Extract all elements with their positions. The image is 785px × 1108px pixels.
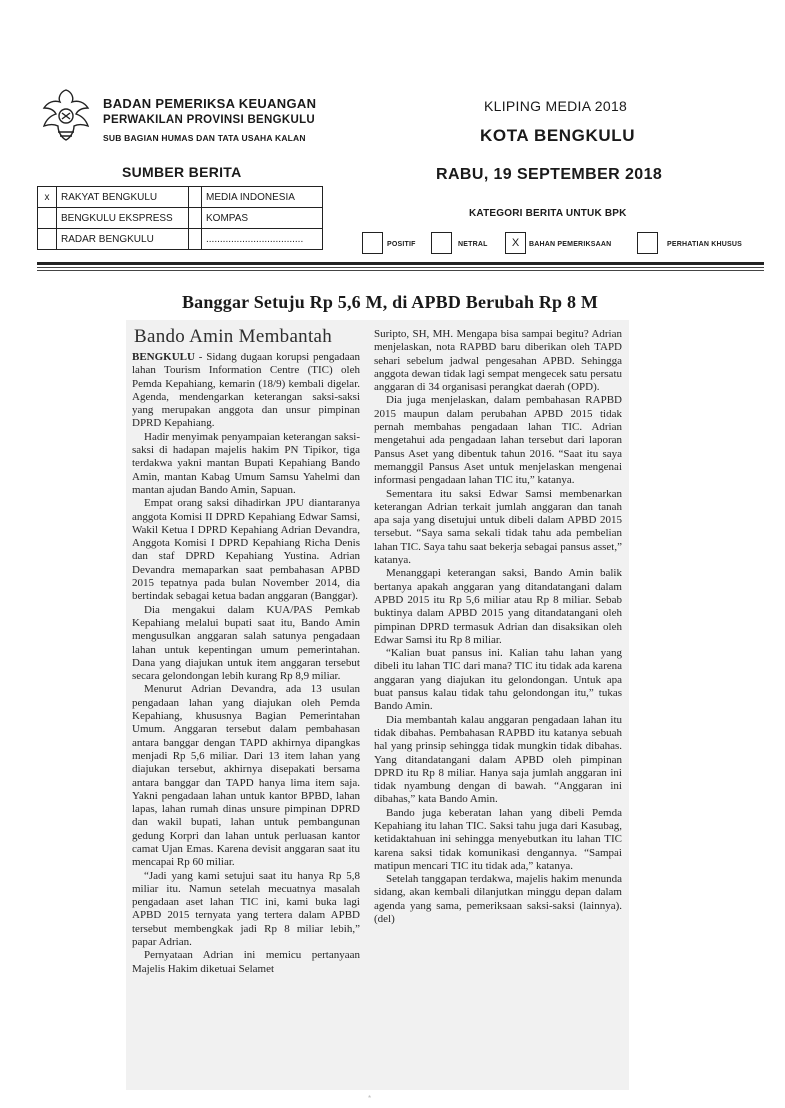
kliping-title: KLIPING MEDIA 2018 [484,98,628,114]
source-mark-empty [189,208,202,229]
org-name-line2: PERWAKILAN PROVINSI BENGKULU [103,114,316,126]
source-mark-empty [189,187,202,208]
article-paragraph: BENGKULU - Sidang dugaan korupsi pengadaan lahan Tourism Information Centre (TIC) oleh Pemda Kepahiang, kemarin (18/9) kembali digelar. Agenda, mendengarkan keterangan saksi-saksi yang merupakan anggota dan unsur pimpinan DPRD Kepahiang. [132,351,360,430]
article-column-1 [132,351,360,976]
article-paragraph: Dia mengakui dalam KUA/PAS Pemkab Kepahiang melalui bupati saat itu, Bando Amin mengusulkan anggaran salah satunya pengadaan lahan untuk kepentingan umum pemerintahan. Dana yang diajukan untuk item anggaran tersebut secara gelondongan lebih kurang Rp 8,9 miliar. [132,603,360,683]
source-label: SUMBER BERITA [122,164,242,180]
category-label-perhatian-khusus: PERHATIAN KHUSUS [667,241,743,248]
category-checkbox-positif[interactable] [362,232,383,254]
source-row [38,208,323,229]
article-paragraph: Setelah tanggapan terdakwa, majelis hakim menunda sidang, akan kembali dilanjutkan minggu depan dalam agenda yang sama, pemeriksaan saksi-saksi (lainnya). (del) [374,873,622,926]
article-paragraph: Suripto, SH, MH. Mengapa bisa sampai begitu? Adrian menjelaskan, nota RAPBD baru diberikan oleh TAPD sehari sebelum jadwal pengesahan APBD. Sehingga anggota dewan tidak lagi sempat mengecek satu persatu anggaran di 34 organisasi perangkat daerah (OPD). [374,328,622,394]
source-mark [38,208,57,229]
article-paragraph: Sementara itu saksi Edwar Samsi membenarkan keterangan Adrian terkait jumlah anggaran dan tanah apa saja yang disetujui untuk dibeli dalam APBD 2015 tersebut. “Saya sama sekali tidak tahu ada pembelian lahan TIC. Saya tahu saat bekerja sebagai pansus asset,” katanya. [374,487,622,567]
org-name-line3: SUB BAGIAN HUMAS DAN TATA USAHA KALAN [103,133,306,143]
category-checkbox-perhatian-khusus[interactable] [637,232,658,254]
source-mark-empty [189,229,202,250]
article-paragraph: Hadir menyimak penyampaian keterangan saksi-saksi di hadapan majelis hakim PN Tipikor, tiga terdakwa yakni mantan Bupati Kepahiang Bando Amin, mantan Kabag Umum Samsu Yahelmi dan mantan ajudan Bando Amin, Sapuan. [132,430,360,496]
source-name: KOMPAS [202,208,323,229]
article-paragraph: “Jadi yang kami setujui saat itu hanya Rp 5,8 miliar itu. Namun setelah mecuatnya masalah pengadaan aset lahan TIC ini, kami buka lagi APBD 2015 ternyata yang tertera dalam APBD tersebut membengkak jadi Rp 8 miliar lebih,” papar Adrian. [132,869,360,949]
source-row [38,229,323,250]
source-row [38,187,323,208]
source-name: BENGKULU EKSPRESS [57,208,189,229]
category-label-positif: POSITIF [387,241,416,248]
article-paragraph: Empat orang saksi dihadirkan JPU diantaranya anggota Komisi II DPRD Kepahiang Edwar Samsi, Wakil Ketua I DPRD Kepahiang Adrian Devandra, Anggota Komisi I DPRD Kepahiang Richa Denis dan staf DPRD Kepahiang Yustina. Adrian Devandra memaparkan saat pembahasan APBD 2015 tepatnya pada bulan November 2014, dia bertindak sebagai ketua badan anggaran (Banggar). [132,497,360,603]
article-subheadline: Bando Amin Membantah [134,326,333,347]
source-table [37,186,323,250]
header-divider [37,262,764,265]
footer-mark: * [368,1094,372,1103]
header-divider-thin [37,267,764,268]
article-paragraph: Menurut Adrian Devandra, ada 13 usulan pengadaan lahan yang diajukan oleh Pemda Kepahiang, khususnya Bagian Pemerintahan Umum. Anggaran tersebut dalam pembahasan antara banggar dengan TAPD akhirnya dipangkas menjadi Rp 5,6 miliar. Dari 13 item lahan yang diajukan tersebut, akhirnya disepakati bersama antara banggar dan TAPD hanya lima item saja. Yakni pengadaan lahan untuk kantor BPBD, lahan lapas, lahan rumah dinas unsure pimpinan DPRD dan wakil bupati, lahan untuk pembangunan gedung Korpri dan lahan untuk perluasan kantor camat Ujan Emas. Karena devisit anggaran saat itu mencapai Rp 60 miliar. [132,683,360,869]
article-headline: Banggar Setuju Rp 5,6 M, di APBD Berubah Rp 8 M [181,292,599,312]
source-mark [38,229,57,250]
article-column-2 [374,328,622,926]
source-name: RAKYAT BENGKULU [57,187,189,208]
category-label-bahan-pemeriksaan: BAHAN PEMERIKSAAN [529,241,612,248]
category-checkbox-bahan-pemeriksaan[interactable]: X [505,232,526,254]
article-dateline: BENGKULU [132,351,195,363]
date-title: RABU, 19 SEPTEMBER 2018 [436,166,663,183]
header-divider-thin [37,270,764,271]
source-name: RADAR BENGKULU [57,229,189,250]
garuda-emblem-icon [38,86,94,144]
article-paragraph: Dia membantah kalau anggaran pengadaan lahan itu tidak dibahas. Pembahasan RAPBD itu katanya sebuah hal yang prinsip sehingga tidak mungkin tidak dibahas. Yang ditandatangani dalam APBD oleh pimpinan DPRD itu Rp 8 miliar. Hanya saja jumlah anggaran ini tidak nyambung dengan di bawah. “Anggaran ini dibahas,” kata Bando Amin. [374,713,622,806]
source-name: ................................... [202,229,323,250]
source-mark: x [38,187,57,208]
org-name-line1: BADAN PEMERIKSA KEUANGAN [103,96,317,111]
category-checkbox-netral[interactable] [431,232,452,254]
source-name: MEDIA INDONESIA [202,187,323,208]
category-label-netral: NETRAL [458,241,488,248]
city-title: KOTA BENGKULU [480,126,636,145]
article-paragraph: Menanggapi keterangan saksi, Bando Amin balik bertanya apakah anggaran yang ditandatangani dalam APBD 2015 itu Rp 5,6 miliar atau Rp 8 miliar. Sebab buktinya dalam APBD 2015 yang ditandatangani oleh pimpinan DPRD termasuk Adrian dan disaksikan oleh Edwar Samsi itu Rp 8 miliar. [374,567,622,646]
article-paragraph: Bando juga keberatan lahan yang dibeli Pemda Kepahiang itu lahan TIC. Saksi tahu juga dari Kasubag, ketidaktahuan ini sehingga menyebutkan itu lahan TIC karena saksi tidak komunikasi dengannya. “Sampai matipun mencari TIC itu tidak ada,” katanya. [374,806,622,872]
article-paragraph: Dia juga menjelaskan, dalam pembahasan RAPBD 2015 maupun dalam perubahan APBD 2015 tidak pernah membahas pengadaan lahan TIC. Adrian mengetahui ada pengadaan lahan tersebut dari laporan Pansus Aset yang dibentuk tahun 2016. “Saat itu saya memanggil Pansus Aset untuk menjelaskan mengenai informasi pengadaan lahan TIC itu,” katanya. [374,394,622,487]
article-paragraph: “Kalian buat pansus ini. Kalian tahu lahan yang dibeli itu lahan TIC dari mana? TIC itu tidak ada karena anggaran yang diajukan itu gelondongan. Untuk apa buat pansus kalau tidak tahu gelondongan itu,” tukas Bando Amin. [374,647,622,713]
article-paragraph: Pernyataan Adrian ini memicu pertanyaan Majelis Hakim diketuai Selamet [132,949,360,975]
category-label: KATEGORI BERITA UNTUK BPK [469,208,627,219]
